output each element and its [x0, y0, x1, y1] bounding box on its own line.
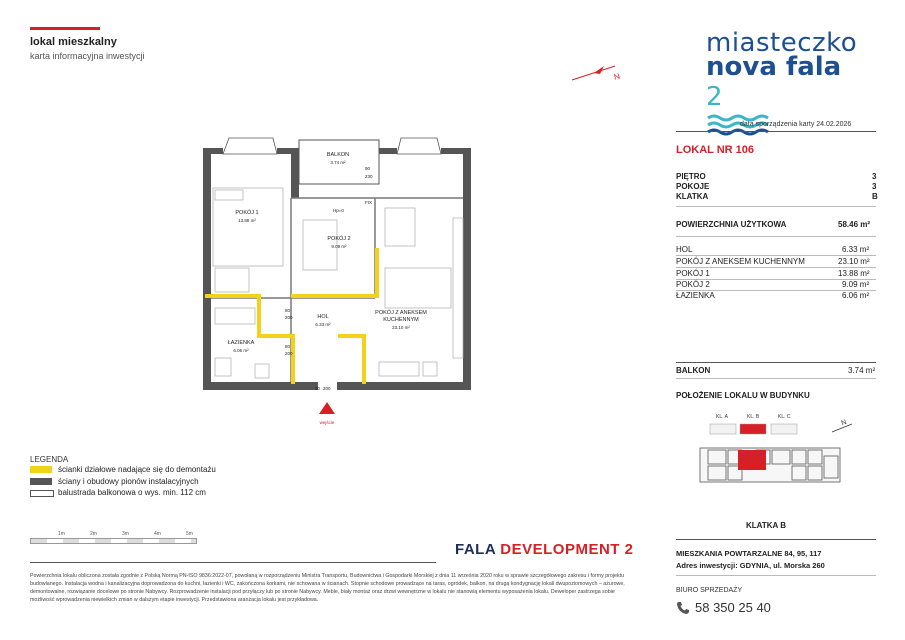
sales-phone[interactable]: 58 350 25 40: [695, 600, 771, 615]
plan-door-200: 200: [285, 315, 293, 320]
legend-item-1: ściany i obudowy pionów instalacyjnych: [58, 477, 199, 486]
brand-number: 2: [706, 82, 723, 112]
page-title: lokal mieszkalny: [30, 36, 117, 48]
page-subtitle: karta informacyjna inwestycji: [30, 51, 145, 61]
developer-name-b: DEVELOPMENT 2: [500, 541, 634, 558]
sales-office-label: BIURO SPRZEDAŻY: [676, 587, 743, 594]
divider: [676, 362, 876, 363]
divider: [676, 539, 876, 540]
divider: [30, 562, 436, 563]
entrance-label: wejście: [319, 420, 335, 425]
divider: [676, 206, 876, 207]
plan-label-pokoj2: POKÓJ 2: [327, 236, 351, 242]
plan-area-balkon: 3.74 m²: [330, 160, 346, 165]
position-title: POŁOŻENIE LOKALU W BUDYNKU: [676, 391, 810, 400]
scale-label-5: 5m: [186, 531, 193, 537]
pietro-value: 3: [872, 172, 877, 181]
klatka-caption: KLATKA B: [746, 521, 786, 530]
plan-area-lazienka: 6.06 m²: [233, 348, 249, 353]
plan-door-90b: 90: [315, 386, 321, 391]
room-row-0-area: 6.33 m²: [842, 245, 870, 254]
divider: [676, 575, 876, 576]
pokoje-label: POKOJE: [676, 182, 710, 191]
footer-disclaimer: Powierzchnia lokalu obliczona została zgodnie z Polską Normą PN-ISO 9836:2022-07, powołaną w rozporządzeniu Ministra Transportu, Budownictwa i Gospodarki Morskiej z dnia 11 września 2020 roku w sprawie szczegółowego zakresu i formy projektu budowlanego. Instalacja wodna i kanalizacyjna doprowadzona do kuchni, łazienki i WC, zakończona korkami, nie schowana w ścianach. Stopnie schodowe prowadzące na taras, ogródek, balkon, na drugą kondygnację lokali dwupoziomowych – ażurowe, demontowalne, rozwiązanie docelowe po stronie Nabywcy. Rozprowadzenie instalacji pod przyłączy lub po stronie Nabywcy. Meble, biały montaż oraz drzwi wewnętrzne w lokalu nie stanowią elementu wyposażenia lokalu. Deweloper zastrzega sobie możliwość wprowadzenia niewielkich zmian w dalszym etapie inwestycji. Przedstawiona aranżacja lokalu jest przykładowa.: [30, 573, 625, 603]
plan-hpm: Hp=0: [333, 208, 344, 213]
room-row-1-name: POKÓJ Z ANEKSEM KUCHENNYM: [676, 257, 805, 266]
pokoje-value: 3: [872, 182, 877, 191]
balkon-label: BALKON: [676, 366, 711, 375]
kl-b-label: KL. B: [747, 414, 760, 420]
klatka-value: B: [872, 192, 878, 201]
scale-label-4: 4m: [154, 531, 161, 537]
room-row-3-name: POKÓJ 2: [676, 280, 710, 289]
project-name: MIESZKANIA POWTARZALNE 84, 95, 117: [676, 549, 822, 558]
plan-door-200c: 200: [323, 386, 331, 391]
legend-title: LEGENDA: [30, 455, 69, 464]
plan-area-aneks: 23.10 m²: [392, 325, 410, 330]
plan-area-pokoj1: 13.88 m²: [238, 218, 256, 223]
divider: [676, 236, 876, 237]
developer-name: [455, 541, 633, 558]
room-row-4-area: 6.06 m²: [842, 291, 870, 300]
plan-door-230: 230: [365, 174, 373, 179]
card-date: data sporządzenia karty 24.02.2026: [740, 121, 852, 128]
divider: [676, 267, 876, 268]
floor-plan: [195, 118, 485, 428]
plan-door-80b: 80: [285, 344, 291, 349]
developer-name-a: FALA: [455, 541, 496, 558]
plan-label-aneks-2: KUCHENNYM: [383, 317, 419, 323]
investment-address: Adres inwestycji: GDYNIA, ul. Morska 260: [676, 561, 825, 570]
room-row-3-area: 9.09 m²: [842, 280, 870, 289]
legend-swatch-yellow: [30, 466, 52, 473]
divider: [676, 255, 876, 256]
legend-item-0: ścianki działowe nadające się do demontażu: [58, 465, 216, 474]
room-row-2-name: POKÓJ 1: [676, 269, 710, 278]
kl-a-label: KL. A: [716, 414, 728, 420]
room-row-0-name: HOL: [676, 245, 693, 254]
pietro-label: PIĘTRO: [676, 172, 706, 181]
lokal-title: LOKAL NR 106: [676, 144, 755, 156]
phone-icon: [676, 601, 690, 615]
north-label: N: [612, 71, 622, 82]
entrance-arrow-icon: [319, 402, 335, 414]
scale-label-1: 1m: [58, 531, 65, 537]
plan-fix: FIX: [365, 200, 373, 205]
kl-c-label: KL. C: [778, 414, 791, 420]
legend-swatch-balustrade: [30, 490, 54, 497]
legend-swatch-dark: [30, 478, 52, 485]
plan-door-80: 80: [285, 308, 291, 313]
divider: [676, 131, 876, 132]
north-arrow-icon: [570, 58, 630, 88]
room-row-2-area: 13.88 m²: [838, 269, 870, 278]
building-position-plan: [694, 410, 870, 510]
plan-area-pokoj2: 9.09 m²: [331, 244, 347, 249]
klatka-label: KLATKA: [676, 192, 709, 201]
scale-bar: [30, 538, 197, 544]
plan-label-hol: HOL: [317, 314, 329, 320]
north-label: N: [840, 418, 848, 428]
brand-line2: nova fala: [706, 52, 842, 82]
area-value: 58.46 m²: [838, 220, 871, 229]
header-accent-bar: [30, 27, 100, 30]
plan-door-90: 90: [365, 166, 371, 171]
plan-label-aneks-1: POKÓJ Z ANEKSEM: [375, 310, 427, 316]
scale-label-2: 2m: [90, 531, 97, 537]
legend-item-2: balustrada balkonowa o wys. min. 112 cm: [58, 488, 206, 497]
room-row-1-area: 23.10 m²: [838, 257, 870, 266]
plan-door-200b: 200: [285, 351, 293, 356]
balkon-value: 3.74 m²: [848, 366, 876, 375]
brand-line1: miasteczko: [706, 28, 858, 58]
plan-label-balkon: BALKON: [326, 152, 350, 158]
room-row-4-name: ŁAZIENKA: [676, 291, 715, 300]
area-label: POWIERZCHNIA UŻYTKOWA: [676, 220, 787, 229]
plan-area-hol: 6.33 m²: [315, 322, 331, 327]
plan-label-lazienka: ŁAZIENKA: [227, 340, 255, 346]
scale-label-3: 3m: [122, 531, 129, 537]
plan-label-pokoj1: POKÓJ 1: [235, 210, 259, 216]
divider: [676, 378, 876, 379]
